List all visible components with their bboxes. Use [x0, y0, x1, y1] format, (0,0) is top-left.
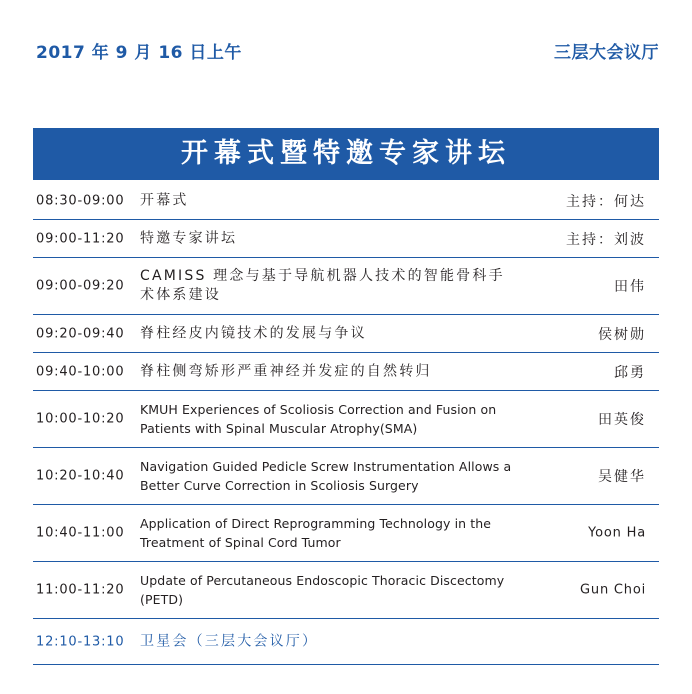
row-time: 10:40-11:00: [36, 525, 125, 541]
row-topic: 开幕式: [140, 192, 189, 208]
session-venue: 三层大会议厅: [554, 43, 659, 63]
schedule-row: [33, 353, 659, 391]
row-time: 09:20-09:40: [36, 326, 125, 341]
row-time: 09:00-11:20: [36, 231, 125, 246]
row-speaker: 侯树勋: [598, 326, 646, 343]
schedule-table: [33, 182, 659, 665]
row-speaker: 田英俊: [598, 412, 646, 428]
schedule-row: [33, 391, 659, 448]
row-time: 09:00-09:20: [36, 278, 125, 294]
row-time: 10:00-10:20: [36, 411, 125, 427]
row-topic: 脊柱侧弯矫形严重神经并发症的自然转归: [140, 363, 432, 379]
schedule-row: [33, 505, 659, 562]
row-topic: CAMISS 理念与基于导航机器人技术的智能骨科手术体系建设: [140, 268, 505, 303]
row-time: 09:40-10:00: [36, 364, 125, 379]
row-topic: 脊柱经皮内镜技术的发展与争议: [140, 325, 367, 341]
session-title-banner: 开幕式暨特邀专家讲坛: [33, 128, 659, 180]
row-topic: 卫星会（三层大会议厅）: [140, 633, 319, 649]
row-speaker: 吴健华: [598, 469, 646, 485]
schedule-row: [33, 258, 659, 315]
row-time: 12:10-13:10: [36, 634, 125, 649]
schedule-row: [33, 220, 659, 258]
row-topic: Application of Direct Reprogramming Technology in the Treatment of Spinal Cord Tumor: [140, 516, 492, 550]
row-speaker: Gun Choi: [580, 582, 646, 598]
row-topic: Navigation Guided Pedicle Screw Instrumentation Allows a Better Curve Correction in Scoliosis Surgery: [140, 459, 512, 493]
row-time: 11:00-11:20: [36, 582, 125, 598]
schedule-row: [33, 448, 659, 505]
row-speaker: 田伟: [614, 279, 646, 295]
row-topic: 特邀专家讲坛: [140, 230, 238, 246]
schedule-row: [33, 315, 659, 353]
session-date: 2017 年 9 月 16 日上午: [36, 43, 242, 63]
row-speaker: 主持：刘波: [566, 231, 646, 248]
row-speaker: 邱勇: [614, 364, 646, 381]
row-speaker: Yoon Ha: [588, 525, 646, 541]
row-time: 10:20-10:40: [36, 468, 125, 484]
row-topic: Update of Percutaneous Endoscopic Thoracic Discectomy (PETD): [140, 573, 505, 607]
row-speaker: 主持：何达: [566, 193, 646, 210]
schedule-row: [33, 182, 659, 220]
row-topic: KMUH Experiences of Scoliosis Correction and Fusion on Patients with Spinal Muscular Atrophy(SMA): [140, 402, 497, 436]
schedule-row-satellite: [33, 619, 659, 665]
row-time: 08:30-09:00: [36, 193, 125, 208]
schedule-row: [33, 562, 659, 619]
